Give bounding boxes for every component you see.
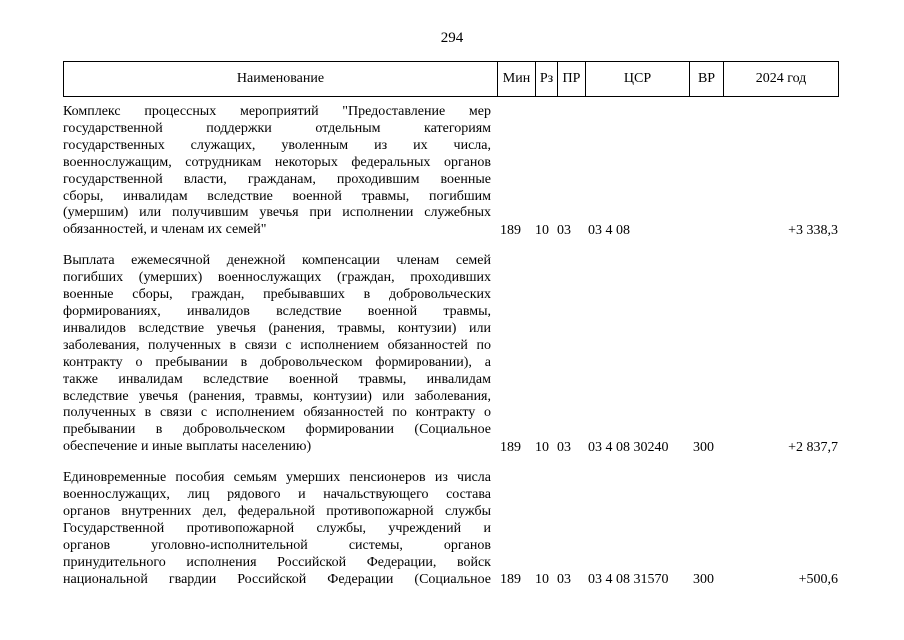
rz-code: 10 — [535, 223, 549, 239]
description-line: военные сборы, граждан, пребывавших в добровольческих — [63, 287, 491, 303]
description-line: также инвалидам вследствие военной травмы, инвалидам — [63, 371, 491, 387]
header-name: Наименование — [64, 62, 498, 97]
description-line: заболевания, полученных в связи с исполнением обязанностей по — [63, 337, 491, 353]
pr-code: 03 — [557, 572, 571, 588]
amount-value: +2 837,7 — [788, 440, 838, 456]
row-values — [0, 571, 904, 588]
description-line: государственной власти, гражданам, проходившим военные — [63, 171, 491, 187]
description-line: (умершим) или получившим увечья при исполнении служебных — [63, 205, 491, 221]
vr-code: 300 — [693, 572, 714, 588]
amount-value: +500,6 — [798, 572, 838, 588]
rz-code: 10 — [535, 440, 549, 456]
vr-code: 300 — [693, 440, 714, 456]
table-row — [0, 104, 904, 239]
csr-code: 03 4 08 31570 — [588, 572, 669, 588]
description-line: органов внутренних дел, федеральной противопожарной службы — [63, 503, 491, 519]
table-row — [0, 253, 904, 456]
header-pr: ПР — [558, 62, 586, 97]
description-line: Государственной противопожарной службы, учреждений и — [63, 520, 491, 536]
description-line: обязанностей, и членам их семей" — [63, 222, 267, 238]
description-line: погибших (умерших) военнослужащих (граждан, проходивших — [63, 270, 491, 286]
amount-value: +3 338,3 — [788, 223, 838, 239]
table-body — [0, 104, 904, 602]
row-description — [63, 104, 491, 239]
header-vr: ВР — [690, 62, 724, 97]
csr-code: 03 4 08 30240 — [588, 440, 669, 456]
description-line: принудительного исполнения Российской Федерации, войск — [63, 554, 491, 570]
table-row — [0, 470, 904, 588]
min-code: 189 — [500, 223, 521, 239]
min-code: 189 — [500, 572, 521, 588]
row-values — [0, 439, 904, 456]
description-line: полученных в связи с исполнением обязанностей по контракту о — [63, 405, 491, 421]
description-line: обеспечение и иные выплаты населению) — [63, 439, 312, 455]
description-line: Комплекс процессных мероприятий "Предоставление мер — [63, 104, 491, 119]
description-line: органов уголовно-исполнительной системы, органов — [63, 537, 491, 553]
description-line: вследствие увечья (ранения, травмы, контузии) или заболевания, — [63, 388, 491, 404]
description-line: военнослужащим, сотрудникам некоторых федеральных органов — [63, 154, 491, 170]
description-line: инвалидов вследствие увечья (ранения, травмы, контузии) или — [63, 320, 491, 336]
header-min: Мин — [498, 62, 536, 97]
row-description — [63, 253, 491, 456]
description-line: военнослужащих, лиц рядового и начальствующего состава — [63, 487, 491, 503]
description-line: государственной поддержки отдельным категориям — [63, 120, 491, 136]
header-rz: Рз — [536, 62, 558, 97]
header-csr: ЦСР — [586, 62, 690, 97]
header-year: 2024 год — [724, 62, 839, 97]
description-line: контракту о пребывании в добровольческом формировании), а — [63, 354, 491, 370]
description-line: сборы, инвалидам вследствие военной травмы, погибшим — [63, 188, 491, 204]
description-line: Единовременные пособия семьям умерших пенсионеров из числа — [63, 470, 491, 486]
pr-code: 03 — [557, 223, 571, 239]
table-header — [63, 61, 839, 97]
pr-code: 03 — [557, 440, 571, 456]
page-number: 294 — [440, 30, 464, 46]
description-line: национальной гвардии Российской Федерации (Социальное — [63, 571, 491, 587]
description-line: формированиях, инвалидов вследствие военной травмы, — [63, 303, 491, 319]
row-values — [0, 222, 904, 239]
description-line: государственных служащих, уволенным из их числа, — [63, 137, 491, 153]
min-code: 189 — [500, 440, 521, 456]
rz-code: 10 — [535, 572, 549, 588]
csr-code: 03 4 08 — [588, 223, 630, 239]
description-line: Выплата ежемесячной денежной компенсации членам семей — [63, 253, 491, 269]
description-line: пребывании в добровольческом формировании (Социальное — [63, 422, 491, 438]
